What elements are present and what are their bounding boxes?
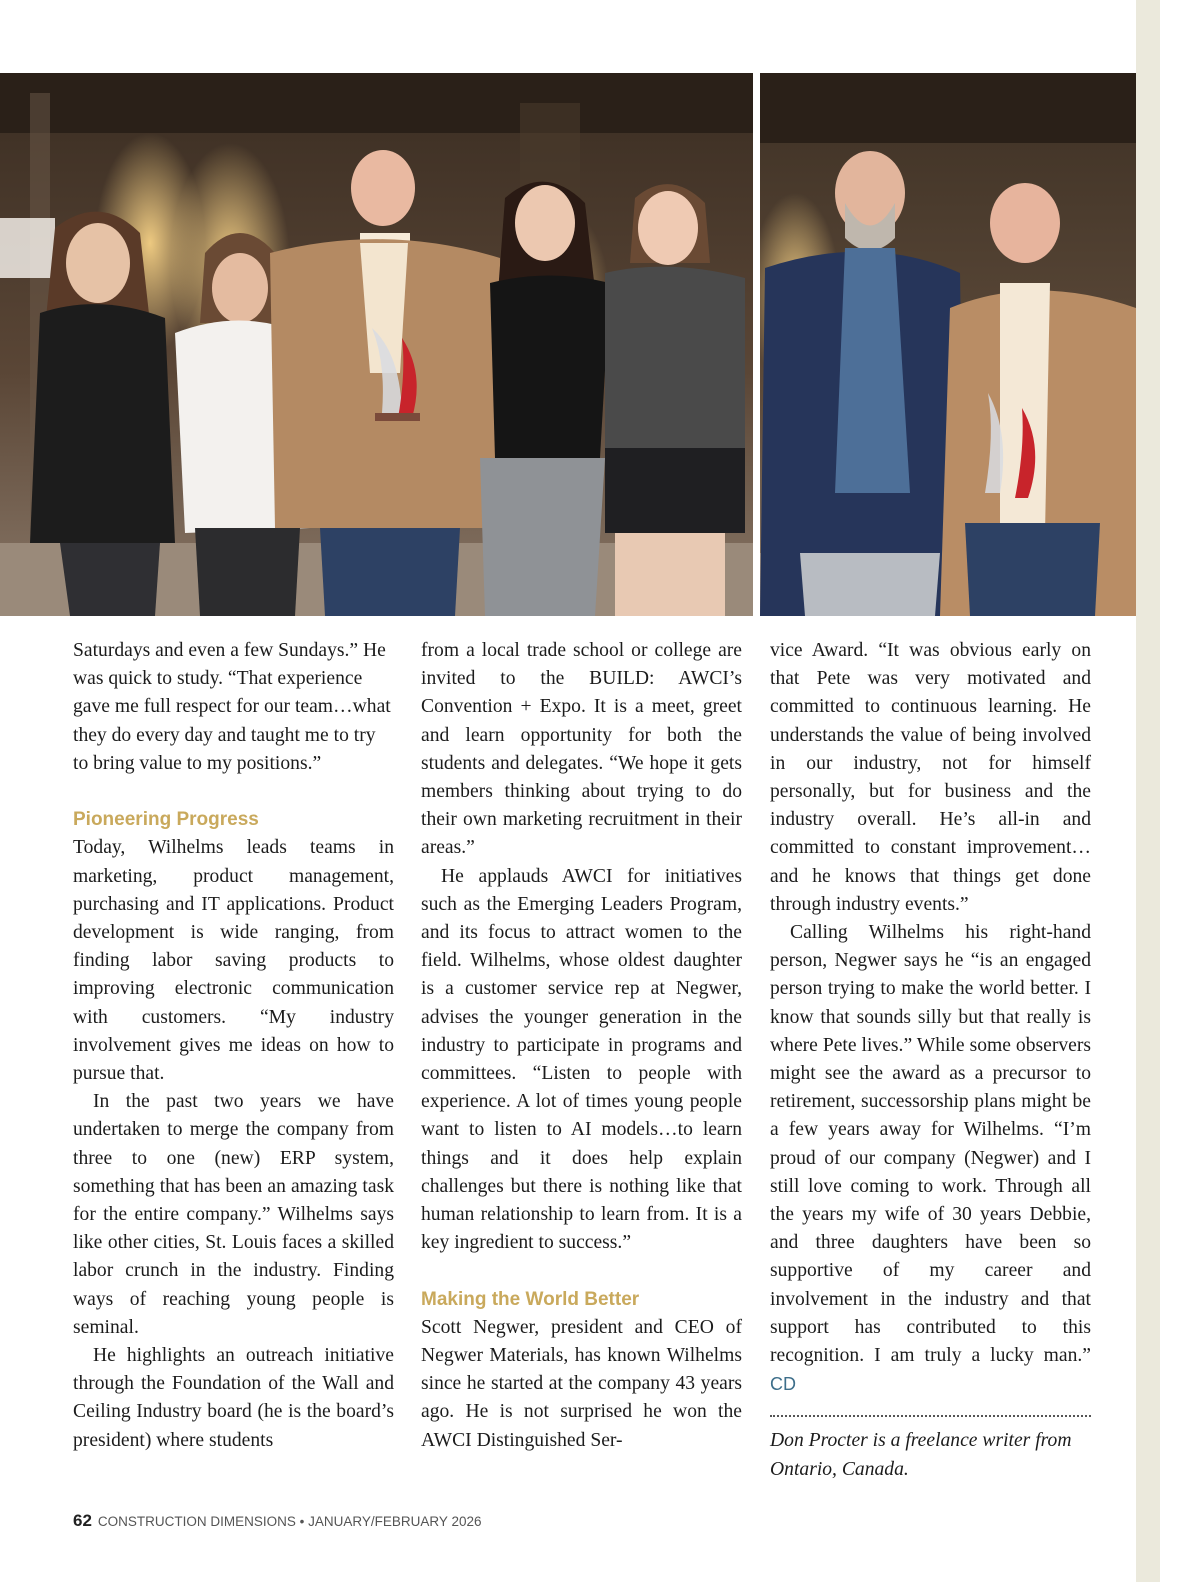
group-photo-illustration [0, 73, 753, 616]
duo-photo-illustration [760, 73, 1136, 616]
article-paragraph: He applauds AWCI for initiatives such as the Emerging Leaders Program, and its focus to attract women to the field. Wilhelms, whose oldest daughter is a customer service rep at Negwer, advises the younger generation in the industry to participate in programs and committees. “Listen to people with experience. A lot of times young people want to listen to AI models…to learn things and it does help explain challenges but there is nothing like that human relationship to learn from. It is a key ingredient to success.” [421, 865, 742, 1254]
article-column-3 [770, 637, 1091, 1484]
article-column-1 [73, 637, 394, 1455]
article-paragraph: He highlights an outreach initiative through the Foundation of the Wall and Ceiling Industry board (he is the board’s president) where students [73, 1345, 394, 1451]
article-paragraph-text: Calling Wilhelms his right-hand person, Negwer says he “is an engaged person trying to make the world better. I know that sounds silly but that really is where Pete lives.” While some observers might see the award as a precursor to retirement, successorship plans might be a few years away for Wilhelms. “I’m proud of our company (Negwer) and I still love coming to work. Through all the years my wife of 30 years Debbie, and three daughters have been so supportive of my career and involvement in the industry and that support has contributed to this recognition. I am truly a lucky man.” [770, 922, 1091, 1367]
group-photo [0, 73, 753, 616]
article-column-2 [421, 637, 742, 1455]
duo-photo [760, 73, 1136, 616]
section-heading-pioneering-progress: Pioneering Progress [73, 809, 259, 831]
article-paragraph [770, 919, 1091, 1399]
article-paragraph: Saturdays and even a few Sundays.” He was quick to study. “That experience gave me full respect for our team…what they do every day and taught me to try to bring value to my positions.” [73, 640, 391, 774]
author-bio: Don Procter is a freelance writer from Ontario, Canada. [770, 1430, 1072, 1480]
article-paragraph: Scott Negwer, president and CEO of Negwer Materials, has known Wilhelms since he started at the company 43 years ago. He is not surprised he won the AWCI Distinguished Ser- [421, 1316, 742, 1451]
page-footer [73, 1511, 481, 1531]
article-paragraph: In the past two years we have undertaken to merge the company from three to one (new) ERP system, something that has been an amazing task for the entire company.” Wilhelms says like other cities, St. Louis faces a skilled labor crunch in the industry. Finding ways of reaching young people is seminal. [73, 1091, 394, 1338]
page-edge-strip [1136, 0, 1160, 1582]
article-paragraph: from a local trade school or college are invited to the BUILD: AWCI’s Convention + Expo. It is a meet, greet and learn opportunity for both the students and delegates. “We hope it gets members thinking about trying to do their own marketing recruitment in their areas.” [421, 640, 742, 859]
publication-line: CONSTRUCTION DIMENSIONS • JANUARY/FEBRUARY 2026 [97, 1514, 482, 1529]
end-mark: CD [770, 1374, 796, 1395]
section-heading-making-the-world-better: Making the World Better [421, 1288, 640, 1310]
dotted-divider [770, 1415, 1091, 1417]
page-number: 62 [73, 1511, 92, 1530]
article-paragraph: vice Award. “It was obvious early on that Pete was very motivated and committed to continuous learning. He understands the value of being involved in our industry, not for himself personally, but for business and the industry overall. He’s all-in and committed to constant improvement…and he knows that things get done through industry events.” [770, 640, 1091, 915]
article-paragraph: Today, Wilhelms leads teams in marketing, product management, purchasing and IT applications. Product development is wide ranging, from finding labor saving products to improving electronic communication with customers. “My industry involvement gives me ideas on how to pursue that. [73, 837, 394, 1085]
